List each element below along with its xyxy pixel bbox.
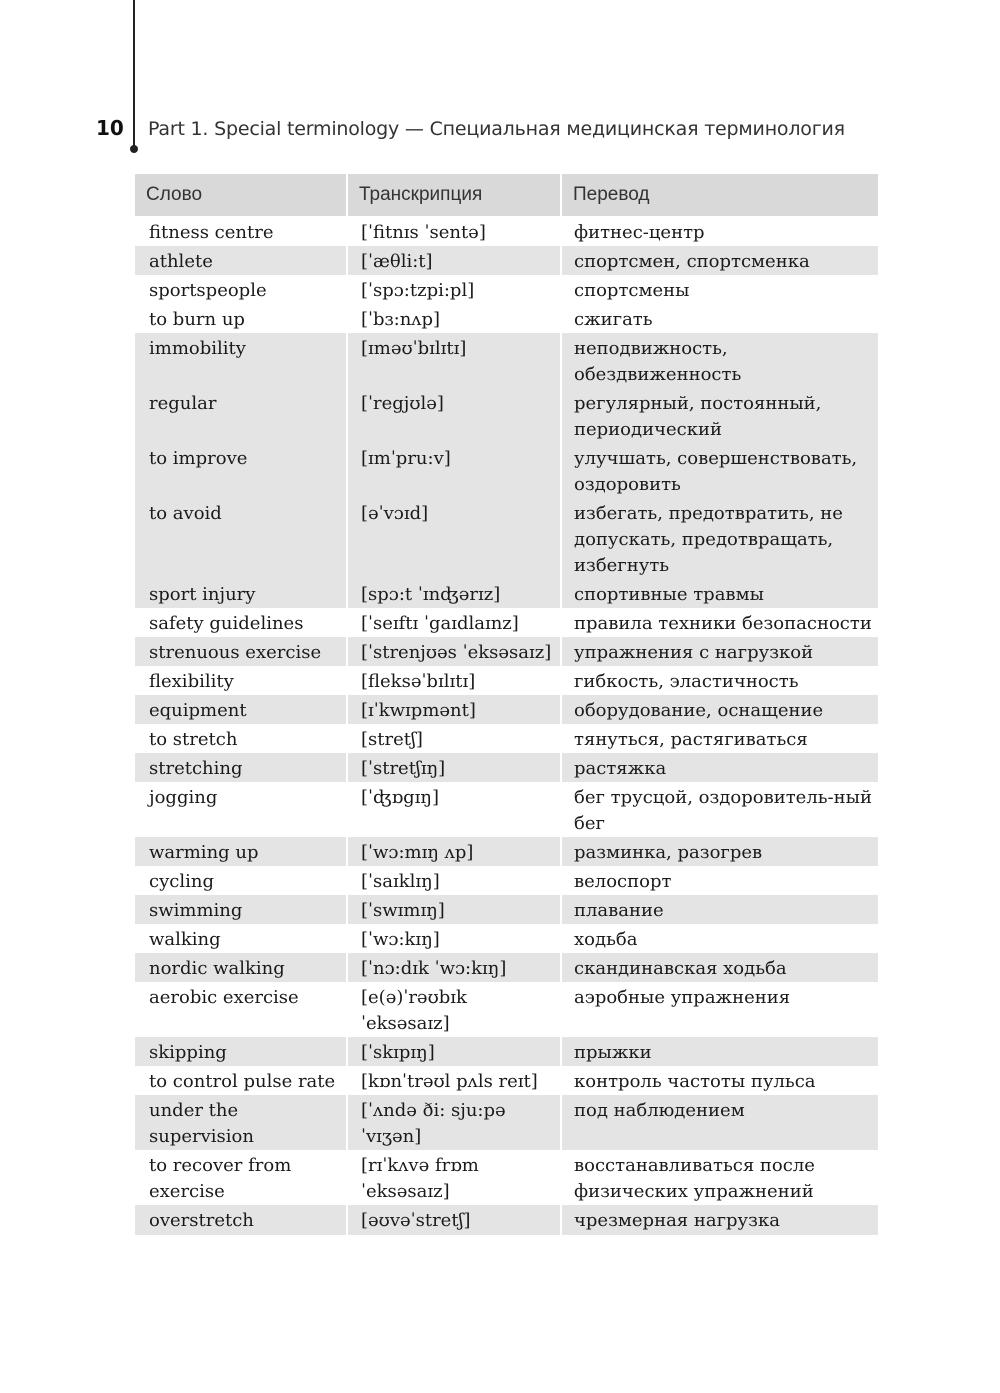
cell-transcription: [spɔ:t ˈɪnʤərɪz] (347, 579, 561, 608)
cell-translation: неподвижность, обездвиженность (561, 333, 878, 388)
cell-transcription: [ˈʤɒgɪŋ] (347, 782, 561, 837)
cell-translation: спортсмен, спортсменка (561, 246, 878, 275)
cell-word: athlete (135, 246, 347, 275)
cell-translation: гибкость, эластичность (574, 671, 799, 692)
cell-transcription: [ˈæθli:t] (347, 246, 561, 275)
cell-translation: разминка, разогрев (561, 837, 878, 866)
cell-transcription: [ˈregjʊlə] (347, 388, 561, 443)
cell-transcription: [ˈwɔ:mɪŋ ʌp] (347, 837, 561, 866)
table-row (135, 216, 878, 246)
cell-transcription: [ˈnɔ:dɪk ˈwɔ:kɪŋ] (347, 953, 561, 982)
cell-word: overstretch (135, 1205, 347, 1235)
cell-translation: правила техники безопасности (574, 613, 872, 634)
cell-transcription: [ɪməʊˈbɪlɪtɪ] (347, 333, 561, 388)
cell-translation: восстанавливаться после физических упражнений (574, 1155, 815, 1202)
table-row (135, 782, 878, 837)
cell-translation: контроль частоты пульса (574, 1071, 816, 1092)
cell-word: to improve (135, 443, 347, 498)
cell-translation: под наблюдением (561, 1095, 878, 1150)
cell-word: to stretch (135, 724, 347, 753)
table-row (135, 333, 878, 388)
cell-transcription: [ˈspɔ:tzpi:pl] (347, 275, 561, 304)
cell-transcription: [fleksəˈbɪlɪtɪ] (347, 666, 561, 695)
cell-transcription: [ˈʌndə ði: sju:pəˈvɪʒən] (347, 1095, 561, 1150)
table-row (135, 982, 878, 1037)
cell-transcription: [ˈstretʃɪŋ] (347, 753, 561, 782)
table-row (135, 837, 878, 866)
cell-word: sport injury (135, 579, 347, 608)
table-row (135, 304, 878, 333)
table-row (135, 1066, 878, 1095)
table-row (135, 1205, 878, 1235)
cell-translation: оборудование, оснащение (561, 695, 878, 724)
table-row (135, 246, 878, 275)
table-row (135, 724, 878, 753)
cell-translation: регулярный, постоянный, периодический (561, 388, 878, 443)
margin-rule-dot (130, 145, 138, 153)
cell-word: flexibility (135, 666, 347, 695)
cell-word: fitness centre (135, 216, 347, 246)
cell-transcription: [ˈskɪpɪŋ] (347, 1037, 561, 1066)
page-number: 10 (96, 116, 124, 140)
cell-word: safety guidelines (135, 608, 347, 637)
margin-rule (133, 0, 135, 148)
cell-word: to control pulse rate (135, 1066, 347, 1095)
cell-transcription: [rɪˈkʌvə frɒm ˈeksəsaɪz] (347, 1150, 561, 1205)
table-row (135, 953, 878, 982)
table-row (135, 637, 878, 666)
table-header-row (135, 174, 878, 216)
cell-word: jogging (135, 782, 347, 837)
cell-translation: растяжка (561, 753, 878, 782)
cell-translation: ходьба (574, 929, 638, 950)
cell-word: walking (135, 924, 347, 953)
cell-transcription: [ˈswɪmɪŋ] (347, 895, 561, 924)
running-title: Part 1. Special terminology — Специальная медицинская терминология (148, 118, 845, 140)
table-row (135, 753, 878, 782)
cell-translation: улучшать, совершенствовать, оздоровить (561, 443, 878, 498)
cell-word: to burn up (135, 304, 347, 333)
cell-word: aerobic exercise (135, 982, 347, 1037)
cell-translation: фитнес-центр (574, 222, 705, 243)
cell-transcription: [ˈsaɪklɪŋ] (347, 866, 561, 895)
cell-transcription: [ɪˈkwɪpmənt] (347, 695, 561, 724)
table-row (135, 579, 878, 608)
cell-translation: спортивные травмы (561, 579, 878, 608)
column-header-transcription: Транскрипция (347, 174, 561, 216)
cell-word: skipping (135, 1037, 347, 1066)
cell-transcription: [ˈseɪftɪ ˈgaɪdlaɪnz] (347, 608, 561, 637)
cell-translation: велоспорт (574, 871, 672, 892)
cell-transcription: [e(ə)ˈrəʊbɪk ˈeksəsaɪz] (347, 982, 561, 1037)
cell-transcription: [ˈstrenjʊəs ˈeksəsaɪz] (347, 637, 561, 666)
cell-translation: скандинавская ходьба (561, 953, 878, 982)
cell-transcription: [ˈfitnɪs ˈsentə] (347, 216, 561, 246)
cell-word: sportspeople (135, 275, 347, 304)
cell-word: stretching (135, 753, 347, 782)
cell-translation: спортсмены (574, 280, 690, 301)
table-row (135, 695, 878, 724)
cell-word: strenuous exercise (135, 637, 347, 666)
cell-transcription: [stretʃ] (347, 724, 561, 753)
cell-word: warming up (135, 837, 347, 866)
cell-word: swimming (135, 895, 347, 924)
cell-word: cycling (135, 866, 347, 895)
cell-word: nordic walking (135, 953, 347, 982)
cell-word: under the supervision (135, 1095, 347, 1150)
column-header-word: Слово (135, 174, 347, 216)
table-row (135, 1037, 878, 1066)
cell-word: regular (135, 388, 347, 443)
table-row (135, 924, 878, 953)
cell-transcription: [ɪmˈpru:v] (347, 443, 561, 498)
table-row (135, 498, 878, 579)
table-row (135, 1095, 878, 1150)
cell-word: to avoid (135, 498, 347, 579)
vocabulary-table-body (135, 216, 878, 1235)
cell-translation: тянуться, растягиваться (574, 729, 808, 750)
cell-transcription: [ˈwɔ:kɪŋ] (347, 924, 561, 953)
cell-translation: упражнения с нагрузкой (561, 637, 878, 666)
cell-translation: прыжки (561, 1037, 878, 1066)
table-row (135, 895, 878, 924)
cell-word: equipment (135, 695, 347, 724)
cell-translation: чрезмерная нагрузка (561, 1205, 878, 1235)
cell-word: immobility (135, 333, 347, 388)
cell-translation: сжигать (574, 309, 653, 330)
vocabulary-table (135, 174, 878, 1235)
table-row (135, 275, 878, 304)
table-row (135, 866, 878, 895)
cell-translation: аэробные упражнения (574, 987, 791, 1008)
table-row (135, 608, 878, 637)
column-header-translation: Перевод (561, 174, 878, 216)
cell-transcription: [ˈbɜ:nʌp] (347, 304, 561, 333)
table-row (135, 666, 878, 695)
cell-translation: избегать, предотвратить, не допускать, предотвращать, избегнуть (561, 498, 878, 579)
cell-transcription: [kɒnˈtrəʊl pʌls reɪt] (347, 1066, 561, 1095)
cell-transcription: [əʊvəˈstretʃ] (347, 1205, 561, 1235)
table-row (135, 388, 878, 443)
cell-translation: бег трусцой, оздоровитель-ный бег (574, 787, 872, 834)
cell-translation: плавание (561, 895, 878, 924)
table-row (135, 1150, 878, 1205)
cell-word: to recover from exercise (135, 1150, 347, 1205)
table-row (135, 443, 878, 498)
cell-transcription: [əˈvɔɪd] (347, 498, 561, 579)
